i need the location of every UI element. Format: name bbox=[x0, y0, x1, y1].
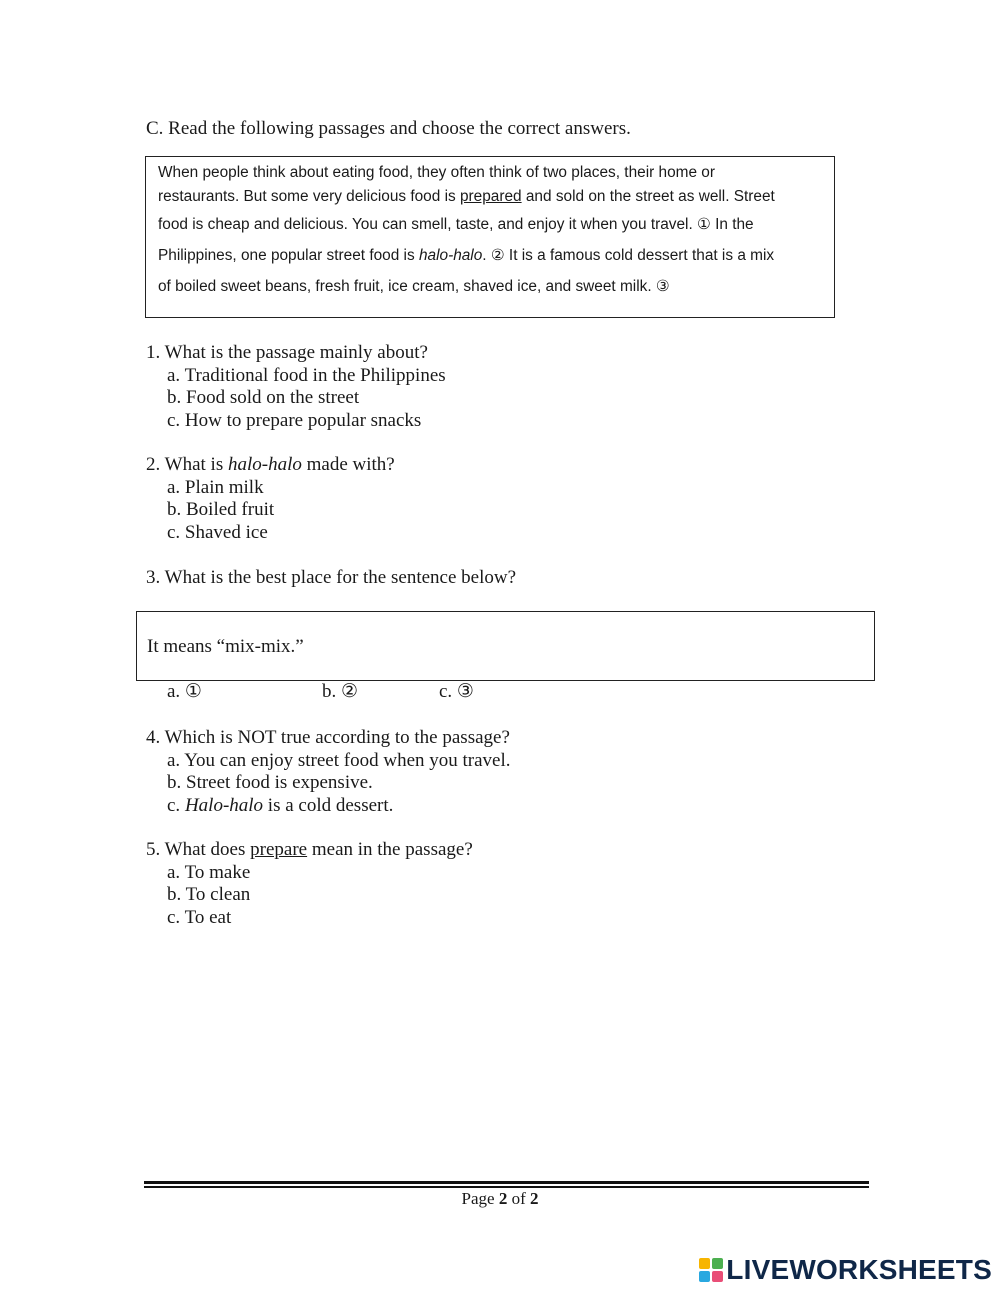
question-stem: 5. What does prepare mean in the passage? bbox=[146, 839, 473, 860]
answer-option[interactable]: a. To make bbox=[167, 861, 251, 883]
question-stem: 4. Which is NOT true according to the passage? bbox=[146, 727, 510, 748]
passage-line: food is cheap and delicious. You can smell, taste, and enjoy it when you travel. ① In the bbox=[158, 216, 754, 233]
question-stem: 2. What is halo-halo made with? bbox=[146, 454, 395, 475]
answer-option[interactable]: a. You can enjoy street food when you travel. bbox=[167, 749, 511, 771]
question-2 bbox=[146, 454, 395, 544]
footer-divider bbox=[144, 1181, 869, 1184]
passage-line: When people think about eating food, they often think of two places, their home or bbox=[158, 164, 715, 181]
reading-passage bbox=[145, 156, 835, 318]
answer-option[interactable]: c. Shaved ice bbox=[167, 521, 268, 543]
answer-option[interactable]: b. ② bbox=[322, 681, 359, 702]
logo-icon bbox=[699, 1258, 723, 1282]
section-instruction: C. Read the following passages and choose the correct answers. bbox=[146, 118, 631, 139]
sentence-box bbox=[136, 611, 875, 681]
answer-option[interactable]: b. Street food is expensive. bbox=[167, 772, 373, 793]
halo-halo-term: halo-halo bbox=[418, 247, 483, 264]
target-sentence: It means “mix-mix.” bbox=[147, 636, 304, 657]
passage-line: Philippines, one popular street food is halo-halo. ② It is a famous cold dessert that is a mix bbox=[158, 247, 775, 264]
page-number: Page 2 of 2 bbox=[461, 1189, 539, 1208]
brand-name: LIVEWORKSHEETS bbox=[726, 1254, 992, 1285]
question-1 bbox=[146, 342, 446, 432]
answer-option[interactable]: a. ① bbox=[167, 681, 202, 702]
prepared-word: prepared bbox=[459, 188, 522, 205]
liveworksheets-logo bbox=[699, 1253, 992, 1287]
question-5 bbox=[146, 839, 473, 929]
passage-line: restaurants. But some very delicious food is prepared and sold on the street as well. Street bbox=[158, 188, 775, 205]
passage-line: of boiled sweet beans, fresh fruit, ice cream, shaved ice, and sweet milk. ③ bbox=[158, 278, 670, 295]
question-3 bbox=[146, 567, 516, 590]
answer-option[interactable]: c. How to prepare popular snacks bbox=[167, 409, 422, 431]
answer-option[interactable]: c. ③ bbox=[439, 681, 474, 702]
answer-option[interactable]: a. Traditional food in the Philippines bbox=[167, 364, 446, 386]
question-stem: 3. What is the best place for the sentence below? bbox=[146, 567, 517, 588]
answer-option[interactable]: b. Food sold on the street bbox=[167, 387, 360, 408]
answer-option[interactable]: b. To clean bbox=[167, 884, 251, 905]
question-stem: 1. What is the passage mainly about? bbox=[146, 342, 428, 363]
question-4 bbox=[146, 727, 511, 817]
footer-divider-thin bbox=[144, 1186, 869, 1188]
answer-option[interactable]: c. To eat bbox=[167, 906, 232, 928]
answer-option[interactable]: c. Halo-halo is a cold dessert. bbox=[167, 794, 394, 816]
answer-option[interactable]: a. Plain milk bbox=[167, 476, 264, 498]
answer-option[interactable]: b. Boiled fruit bbox=[167, 499, 275, 520]
